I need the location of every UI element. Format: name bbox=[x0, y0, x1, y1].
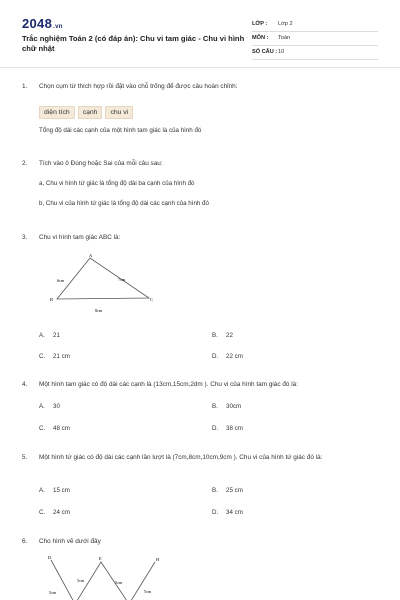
segment-1-label: 5cm bbox=[49, 590, 57, 595]
fill-blank-sentence: Tổng độ dài các cạnh của một hình tam giác là của hình đó bbox=[39, 127, 202, 134]
q5-option-b[interactable]: B. 25 cm bbox=[212, 487, 243, 494]
q5-option-d[interactable]: D. 34 cm bbox=[212, 509, 243, 516]
q3-option-d[interactable]: D. 22 cm bbox=[212, 353, 243, 360]
q4-option-d[interactable]: D. 38 cm bbox=[212, 425, 243, 432]
site-logo[interactable]: 2048.vn bbox=[22, 16, 63, 31]
quiz-meta bbox=[252, 18, 378, 60]
answer-chips bbox=[39, 101, 136, 115]
q5-option-a[interactable]: A. 15 cm bbox=[39, 487, 70, 494]
vertex-a-label: A bbox=[89, 253, 93, 258]
q4-option-b[interactable]: B. 30cm bbox=[212, 403, 242, 410]
vertex-c-label: C bbox=[150, 297, 154, 302]
segment-2-label: 5cm bbox=[77, 578, 85, 583]
chip-side[interactable]: cạnh bbox=[78, 106, 103, 119]
q5-option-c[interactable]: C. 24 cm bbox=[39, 509, 70, 516]
chip-perimeter[interactable]: chu vi bbox=[105, 106, 133, 119]
statement-b[interactable]: b, Chu vi của hình tứ giác là tổng độ dài các cạnh của hình đó bbox=[39, 200, 209, 207]
page-title: Trắc nghiệm Toán 2 (có đáp án): Chu vi tam giác - Chu vi hình chữ nhật bbox=[22, 34, 245, 53]
side-bc-label: 8cm bbox=[95, 308, 103, 313]
q4-option-a[interactable]: A. 30 bbox=[39, 403, 60, 410]
meta-row-subject: MÔN : Toán bbox=[252, 32, 378, 46]
segment-4-label: 5cm bbox=[144, 589, 152, 594]
meta-row-class: LỚP : Lớp 2 bbox=[252, 18, 378, 32]
q3-option-b[interactable]: B. 22 bbox=[212, 332, 233, 339]
quiz-header bbox=[22, 14, 378, 60]
side-ab-label: 6cm bbox=[57, 278, 65, 283]
side-ac-label: 7cm bbox=[118, 277, 126, 282]
segment-3-label: 5cm bbox=[115, 580, 123, 585]
point-h-label: H bbox=[156, 557, 160, 562]
point-e-label: E bbox=[99, 556, 102, 561]
statement-a[interactable]: a, Chu vi hình tứ giác là tổng độ dài ba cạnh của hình đó bbox=[39, 180, 195, 187]
header-divider bbox=[0, 67, 400, 68]
vertex-b-label: B bbox=[50, 297, 54, 302]
triangle-figure bbox=[45, 250, 165, 320]
q3-option-c[interactable]: C. 21 cm bbox=[39, 353, 70, 360]
quiz-page: 2048.vn Trắc nghiệm Toán 2 (có đáp án): Chu vi tam giác - Chu vi hình chữ nhật LỚP : Lớp 2 MÔN : Toán SỐ CÂU : 10 1. Chọn cụm từ thích hợp rồi đặt vào chỗ trống để được câu hoàn chỉnh: diện tích cạnh chu vi Tổng độ dài các cạnh của một hình tam giác là của hình đó 2. Tích vào ô Đúng hoặc Sai của mỗi câu sau: a, Chu vi hình tứ giác là tổng độ dài ba cạnh của hình đó b, Chu vi của hình tứ giác là tổng độ dài các cạnh của hình đó 3. Chu vi hình tam giác ABC là: A B C 6cm 7cm 8cm A. 21 B. 22 C. 21 cm D. 22 cm 4. Một hình tam giác có độ dài các cạnh là (13cm,15cm,2dm ). Chu vi của hình tam giác đó là: A. 30 B. 30cm C. 48 cm D. 38 cm 5. Một hình tứ giác có độ dài các cạnh lần lượt là (7cm,8cm,10cm,9cm ). Chu vi của hình tứ giác đó là: A. 15 cm B. 25 cm C. 24 cm D. 34 cm 6. Cho hình vẽ dưới đây D E H 5cm 5cm 5cm 5cm bbox=[0, 0, 400, 600]
q3-option-a[interactable]: A. 21 bbox=[39, 332, 60, 339]
q4-option-c[interactable]: C. 48 cm bbox=[39, 425, 70, 432]
zigzag-figure bbox=[35, 552, 175, 600]
point-d-label: D bbox=[48, 555, 52, 560]
meta-row-count: SỐ CÂU : 10 bbox=[252, 46, 378, 60]
chip-area[interactable]: diện tích bbox=[39, 106, 75, 119]
